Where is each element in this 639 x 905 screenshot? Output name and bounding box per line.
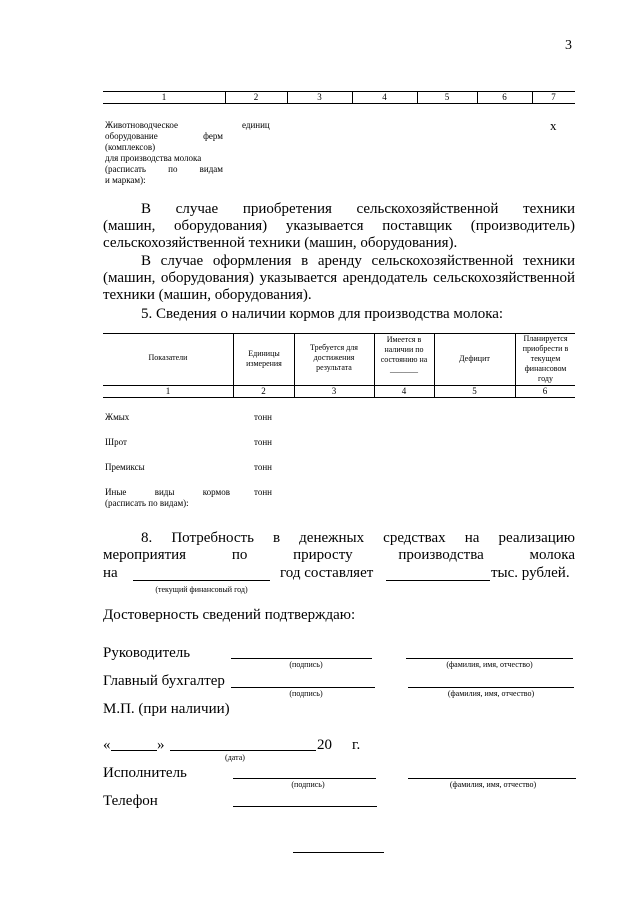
- accountant-name-line[interactable]: [408, 687, 574, 688]
- label-phone: Телефон: [103, 793, 158, 809]
- head-signature-line[interactable]: [231, 658, 372, 659]
- head-name-line[interactable]: [406, 658, 573, 659]
- date-close-quote: »: [157, 737, 165, 753]
- t2-row-unit: тонн: [254, 412, 272, 422]
- label-head: Руководитель: [103, 645, 191, 661]
- caption-signature: (подпись): [289, 689, 323, 698]
- section8-line3-end: тыс. рублей.: [491, 565, 570, 581]
- t2-colnum-1: 1: [165, 386, 171, 396]
- caption-date: (дата): [225, 753, 245, 762]
- date-year-suffix: г.: [352, 737, 361, 753]
- t1-colnum-7: 7: [551, 92, 556, 102]
- date-month-line[interactable]: [170, 750, 316, 751]
- t2-header-unit: Единицы измерения: [246, 349, 282, 368]
- section8-line3-start: на: [103, 565, 118, 581]
- t1-colnum-3: 3: [317, 92, 322, 102]
- executor-signature-line[interactable]: [233, 778, 376, 779]
- t2-header-required: Требуется для достижения результата: [310, 343, 358, 372]
- year-field-line[interactable]: [133, 580, 270, 581]
- t1-colnum-6: 6: [502, 92, 507, 102]
- caption-signature: (подпись): [291, 780, 325, 789]
- t2-colnum-6: 6: [542, 386, 548, 396]
- accountant-signature-line[interactable]: [231, 687, 375, 688]
- t1-row-col7: х: [550, 118, 557, 133]
- label-chief-accountant: Главный бухгалтер: [103, 673, 225, 689]
- section5-title: 5. Сведения о наличии кормов для производства молока:: [141, 306, 504, 322]
- label-executor: Исполнитель: [103, 765, 187, 781]
- t1-row-label: Животноводческое оборудование ферм (комплексов) для производства молока (расписать по видам и маркам):: [105, 120, 223, 185]
- caption-name: (фамилия, имя, отчество): [449, 780, 537, 789]
- label-seal: М.П. (при наличии): [103, 701, 230, 717]
- amount-field-line[interactable]: [386, 580, 490, 581]
- t2-colnum-2: 2: [261, 386, 266, 396]
- t2-colnum-3: 3: [331, 386, 337, 396]
- t2-row-label: Иные виды кормов (расписать по видам):: [105, 487, 230, 508]
- t1-colnum-4: 4: [382, 92, 387, 102]
- t2-row-label: Шрот: [105, 437, 127, 447]
- caption-name: (фамилия, имя, отчество): [446, 660, 533, 669]
- t2-header-deficit: Дефицит: [459, 354, 490, 363]
- t2-row-label: Жмых: [105, 412, 130, 422]
- t1-colnum-2: 2: [253, 92, 259, 102]
- date-open-quote: «: [103, 737, 111, 753]
- t2-row-unit: тонн: [254, 462, 272, 472]
- phone-line[interactable]: [233, 806, 377, 807]
- section8: 8. Потребность в денежных средствах на реализацию мероприятия по приросту производства молока: [103, 530, 575, 563]
- t2-header-planned: Планируется приобрести в текущем финансовом году: [522, 334, 569, 383]
- section8-line3-mid: год составляет: [280, 565, 374, 581]
- t1-colnum-5: 5: [444, 92, 450, 102]
- t2-row-unit: тонн: [254, 437, 272, 447]
- executor-name-line[interactable]: [408, 778, 576, 779]
- page-number: 3: [565, 38, 572, 53]
- t2-colnum-5: 5: [472, 386, 477, 396]
- paragraph-supplier: В случае приобретения сельскохозяйственной техники (машин, оборудования) указывается поставщик (производитель) сельскохозяйственной техники (машин, оборудования).: [103, 201, 575, 251]
- caption-name: (фамилия, имя, отчество): [447, 689, 535, 698]
- bottom-divider: [293, 852, 384, 853]
- caption-signature: (подпись): [289, 660, 323, 669]
- caption-fiscal-year: (текущий финансовый год): [155, 585, 248, 594]
- t2-colnum-4: 4: [401, 386, 407, 396]
- confirmation-text: Достоверность сведений подтверждаю:: [103, 607, 356, 623]
- t2-row-label: Премиксы: [105, 462, 145, 472]
- t2-row-unit: тонн: [254, 487, 272, 497]
- t2-header-indicator: Показатели: [148, 353, 188, 362]
- t2-header-available: Имеется в наличии по состоянию на _______: [380, 335, 428, 374]
- t1-row-unit: единиц: [242, 120, 270, 130]
- date-day-line[interactable]: [111, 750, 157, 751]
- date-year-prefix: 20: [317, 737, 332, 753]
- t1-colnum-1: 1: [161, 92, 167, 102]
- paragraph-lessor: В случае оформления в аренду сельскохозяйственной техники (машин, оборудования) указывается арендодатель сельскохозяйственной техники (машин, оборудования).: [103, 253, 575, 303]
